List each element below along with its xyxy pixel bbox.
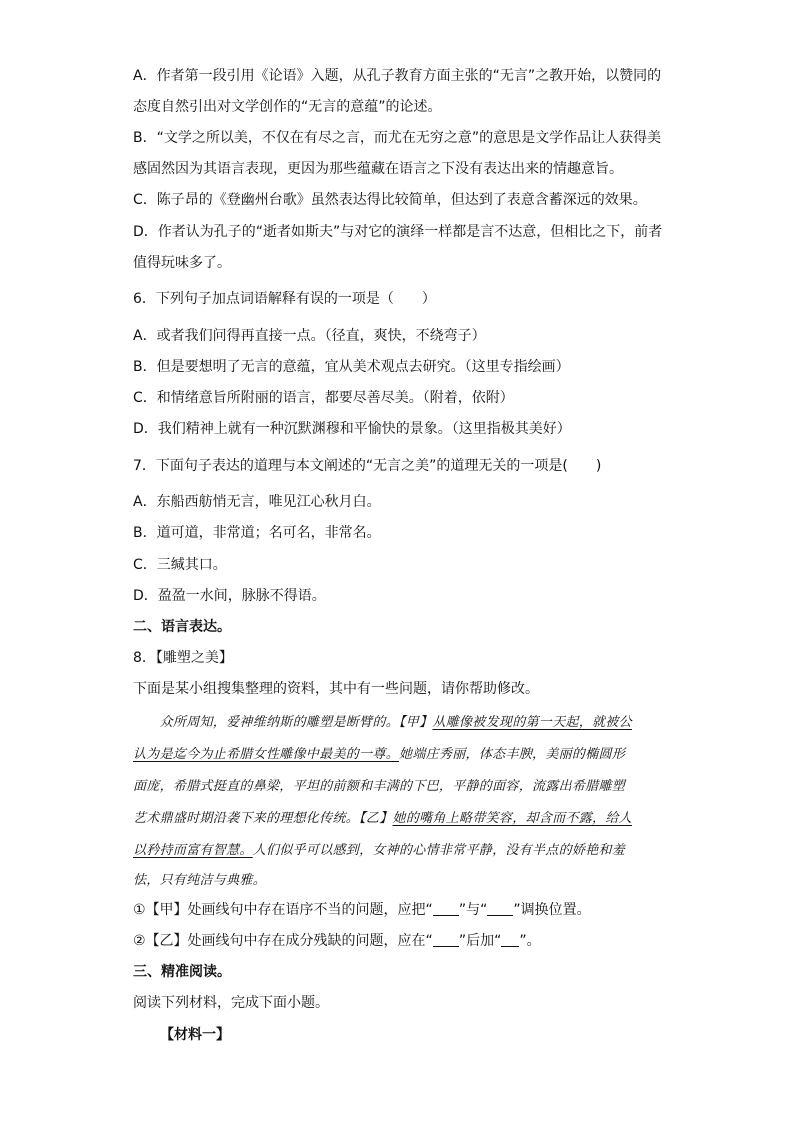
underlined-sentence-yi-cont: 以矜持而富有智慧。 [133, 843, 253, 858]
passage-line-1 [133, 713, 632, 733]
subq2-text-c: ”。 [519, 933, 541, 949]
q6-option-c: C．和情绪意旨所附丽的语言，都要尽善尽美。（附着，依附） [133, 390, 514, 406]
q5-option-b-line1: B．“文学之所以美，不仅在有尽之言，而尤在无穷之意”的意思是文学作品让人获得美 [133, 130, 662, 146]
passage-line-4 [133, 809, 632, 829]
passage-text: 人们似乎可以感到，女神的心情非常平静，没有半点的娇艳和羞 [252, 843, 626, 858]
q6-option-a: A．或者我们问得再直接一点。（径直，爽快，不绕弯子） [133, 328, 486, 344]
passage-line-3: 面庞，希腊式挺直的鼻梁，平坦的前额和丰满的下巴，平静的面容，流露出希腊雕塑 [133, 779, 626, 794]
q8-subquestion-1 [133, 900, 591, 920]
q7-option-b: B．道可道，非常道；名可名，非常名。 [133, 525, 381, 541]
q5-option-a-line1: A．作者第一段引用《论语》入题，从孔子教育方面主张的“无言”之教开始，以赞同的 [133, 68, 662, 84]
q5-option-c: C．陈子昂的《登幽州台歌》虽然表达得比较简单，但达到了表意含蓄深远的效果。 [133, 192, 647, 208]
subq2-text-b: ”后加“ [458, 933, 502, 949]
passage-text: 她端庄秀丽，体态丰腴，美丽的椭圆形 [399, 747, 626, 762]
q7-option-a: A．东船西舫悄无言，唯见江心秋月白。 [133, 494, 381, 510]
subq1-text-c: ”调换位置。 [513, 902, 591, 918]
underlined-sentence-jia-cont: 认为是迄今为止希腊女性雕像中最美的一尊。 [133, 747, 400, 762]
q7-stem: 7．下面句子表达的道理与本文阐述的“无言之美”的道理无关的一项是( ) [133, 458, 602, 474]
q5-option-d-line2: 值得玩味多了。 [133, 255, 231, 271]
section-heading-reading: 三、精准阅读。 [133, 964, 231, 980]
passage-text: 众所周知，爱神维纳斯的雕塑是断臂的。【甲】 [133, 715, 433, 730]
q6-stem: 6．下列句子加点词语解释有误的一项是（ ） [133, 291, 436, 307]
q5-option-a-line2: 态度自然引出对文学创作的“无言的意蕴”的论述。 [133, 99, 442, 115]
q8-title: 8．【雕塑之美】 [133, 650, 233, 666]
subq1-text-b: ”与“ [458, 902, 488, 918]
passage-text: 艺术鼎盛时期沿袭下来的理想化传统。【乙】 [133, 811, 393, 826]
section-heading-language: 二、语言表达。 [133, 619, 231, 635]
underlined-sentence-yi: 她的嘴角上略带笑容，却含而不露，给人 [392, 811, 632, 826]
passage-line-6: 怯，只有纯洁与典雅。 [133, 873, 267, 888]
q5-option-d-line1: D．作者认为孔子的“逝者如斯夫”与对它的演绎一样都是言不达意，但相比之下，前者 [133, 224, 663, 240]
material-one-heading: 【材料一】 [160, 1027, 230, 1043]
answer-blank-3[interactable] [433, 932, 459, 947]
answer-blank-1[interactable] [433, 901, 459, 916]
q8-subquestion-2 [133, 931, 541, 951]
q7-option-d: D．盈盈一水间，脉脉不得语。 [133, 588, 326, 604]
subq1-text-a: ①【甲】处画线句中存在语序不当的问题，应把“ [133, 902, 433, 918]
q5-option-b-line2: 感固然因为其语言表现，更因为那些蕴藏在语言之下没有表达出来的情趣意旨。 [133, 161, 623, 177]
q6-option-b: B．但是要想明了无言的意蕴，宜从美术观点去研究。（这里专指绘画） [133, 359, 570, 375]
reading-intro: 阅读下列材料，完成下面小题。 [133, 995, 329, 1011]
q6-option-d: D．我们精神上就有一种沉默渊穆和平愉快的景象。（这里指极其美好） [133, 421, 571, 437]
q7-option-c: C．三缄其口。 [133, 557, 227, 573]
passage-line-5 [133, 841, 625, 861]
q8-intro: 下面是某小组搜集整理的资料，其中有一些问题，请你帮助修改。 [133, 681, 539, 697]
subq2-text-a: ②【乙】处画线句中存在成分残缺的问题，应在“ [133, 933, 433, 949]
passage-line-2 [133, 745, 625, 765]
underlined-sentence-jia: 从雕像被发现的第一天起，就被公 [432, 715, 632, 730]
answer-blank-4[interactable] [501, 932, 519, 947]
answer-blank-2[interactable] [487, 901, 513, 916]
